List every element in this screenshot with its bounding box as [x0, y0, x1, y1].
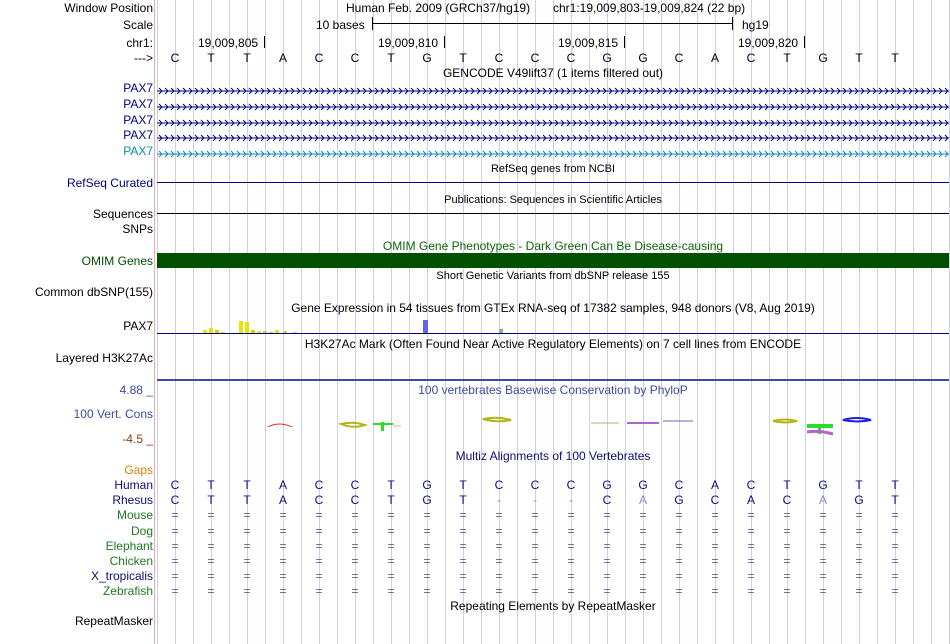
alignment-identity-mark: =: [891, 584, 899, 598]
alignment-identity-mark: =: [423, 539, 431, 553]
alignment-identity-mark: =: [171, 508, 179, 522]
phylop-logo-plot[interactable]: [157, 412, 949, 438]
omim-track-title[interactable]: OMIM Gene Phenotypes - Dark Green Can Be Disease-causing: [382, 239, 724, 253]
alignment-identity-mark: =: [387, 524, 395, 538]
alignment-identity-mark: =: [675, 539, 683, 553]
label-cons-min: -4.5 _: [122, 432, 153, 446]
alignment-identity-mark: =: [603, 508, 611, 522]
alignment-identity-mark: =: [711, 554, 719, 568]
label-species-rhesus[interactable]: Rhesus: [112, 493, 153, 507]
chevron-right-icon: [157, 103, 949, 111]
pax7-transcript-4[interactable]: [157, 134, 949, 136]
alignment-identity-mark: =: [423, 569, 431, 583]
pax7-transcript-1[interactable]: [157, 87, 949, 89]
alignment-identity-mark: =: [675, 554, 683, 568]
ruler-tick-label: 19,009,805: [198, 36, 259, 50]
alignment-identity-mark: =: [495, 524, 503, 538]
rhesus-base: A: [818, 493, 827, 507]
alignment-identity-mark: =: [819, 539, 827, 553]
alignment-identity-mark: =: [891, 554, 899, 568]
assembly-title: Human Feb. 2009 (GRCh37/hg19): [346, 1, 531, 15]
scale-bar: [372, 23, 733, 24]
alignment-identity-mark: =: [279, 554, 287, 568]
alignment-identity-mark: =: [315, 569, 323, 583]
rhesus-base: -: [533, 493, 537, 507]
position-range: chr1:19,009,803-19,009,824 (22 bp): [553, 1, 746, 15]
human-base: C: [746, 478, 756, 492]
alignment-identity-mark: =: [783, 539, 791, 553]
human-base: C: [170, 478, 180, 492]
alignment-identity-mark: =: [495, 584, 503, 598]
label-pax7-5[interactable]: PAX7: [123, 144, 153, 158]
alignment-identity-mark: =: [351, 524, 359, 538]
alignment-identity-mark: =: [243, 508, 251, 522]
human-base: T: [459, 478, 467, 492]
alignment-identity-mark: =: [567, 584, 575, 598]
alignment-identity-mark: =: [747, 584, 755, 598]
base-letter: G: [602, 51, 612, 65]
alignment-identity-mark: =: [171, 584, 179, 598]
rhesus-base: C: [782, 493, 792, 507]
ruler-tick: [804, 36, 805, 48]
alignment-identity-mark: =: [315, 524, 323, 538]
alignment-identity-mark: =: [891, 508, 899, 522]
alignment-identity-mark: =: [639, 584, 647, 598]
rhesus-base: -: [497, 493, 501, 507]
alignment-identity-mark: =: [351, 569, 359, 583]
alignment-identity-mark: =: [855, 539, 863, 553]
phylop-track-title[interactable]: 100 vertebrates Basewise Conservation by PhyloP: [418, 383, 688, 397]
alignment-identity-mark: =: [855, 524, 863, 538]
alignment-identity-mark: =: [279, 539, 287, 553]
alignment-identity-mark: =: [171, 569, 179, 583]
alignment-identity-mark: =: [783, 508, 791, 522]
alignment-identity-mark: =: [603, 554, 611, 568]
rhesus-base: T: [891, 493, 899, 507]
ruler-tick-label: 19,009,820: [738, 36, 799, 50]
label-pax7-4[interactable]: PAX7: [123, 128, 153, 142]
omim-gene-bar[interactable]: [157, 253, 949, 268]
alignment-identity-mark: =: [243, 539, 251, 553]
base-letter: C: [746, 51, 756, 65]
alignment-identity-mark: =: [423, 524, 431, 538]
alignment-identity-mark: =: [207, 508, 215, 522]
alignment-identity-mark: =: [459, 584, 467, 598]
ruler-tick-label: 19,009,810: [378, 36, 439, 50]
repeatmasker-track-title[interactable]: Repeating Elements by RepeatMasker: [450, 599, 656, 613]
alignment-identity-mark: =: [495, 508, 503, 522]
label-window-position: Window Position: [64, 1, 153, 15]
alignment-identity-mark: =: [783, 524, 791, 538]
rhesus-base: T: [207, 493, 215, 507]
alignment-identity-mark: =: [639, 524, 647, 538]
alignment-identity-mark: =: [387, 554, 395, 568]
alignment-identity-mark: =: [387, 539, 395, 553]
alignment-identity-mark: =: [495, 569, 503, 583]
base-letter: T: [783, 51, 791, 65]
chevron-right-icon: [157, 87, 949, 95]
label-pax7-3[interactable]: PAX7: [123, 113, 153, 127]
label-species-elephant[interactable]: Elephant: [105, 539, 153, 553]
alignment-identity-mark: =: [747, 539, 755, 553]
alignment-identity-mark: =: [531, 524, 539, 538]
chevron-right-icon: [157, 119, 949, 127]
gtex-expression-bars[interactable]: [157, 318, 949, 334]
label-refseq-curated[interactable]: RefSeq Curated: [66, 176, 153, 190]
pax7-transcript-5[interactable]: [157, 150, 949, 152]
alignment-identity-mark: =: [243, 584, 251, 598]
human-base: A: [278, 478, 287, 492]
base-letter: T: [891, 51, 899, 65]
rhesus-base: C: [170, 493, 180, 507]
base-letter: A: [278, 51, 287, 65]
label-gaps[interactable]: Gaps: [124, 463, 153, 477]
label-chr: chr1:: [126, 36, 153, 50]
alignment-identity-mark: =: [747, 508, 755, 522]
label-species-human[interactable]: Human: [114, 478, 153, 492]
alignment-identity-mark: =: [279, 584, 287, 598]
base-letter: C: [314, 51, 324, 65]
alignment-identity-mark: =: [495, 554, 503, 568]
label-100-vert-cons[interactable]: 100 Vert. Cons: [73, 407, 153, 421]
rhesus-base: C: [710, 493, 720, 507]
multiz-track-title[interactable]: Multiz Alignments of 100 Vertebrates: [455, 449, 651, 463]
base-letter: C: [530, 51, 540, 65]
alignment-identity-mark: =: [783, 569, 791, 583]
alignment-identity-mark: =: [351, 508, 359, 522]
alignment-identity-mark: =: [639, 508, 647, 522]
rhesus-base: T: [243, 493, 251, 507]
alignment-identity-mark: =: [207, 569, 215, 583]
label-repeatmasker[interactable]: RepeatMasker: [74, 614, 153, 628]
base-letter: T: [855, 51, 863, 65]
label-cons-max: 4.88 _: [119, 383, 153, 397]
alignment-identity-mark: =: [711, 539, 719, 553]
ruler-tick: [624, 36, 625, 48]
base-letter: T: [243, 51, 251, 65]
alignment-identity-mark: =: [243, 524, 251, 538]
label-gtex-pax7[interactable]: PAX7: [123, 319, 153, 333]
alignment-identity-mark: =: [387, 569, 395, 583]
alignment-identity-mark: =: [387, 584, 395, 598]
chevron-right-icon: [157, 150, 949, 158]
label-species-chicken[interactable]: Chicken: [109, 554, 153, 568]
rhesus-base: A: [746, 493, 755, 507]
alignment-identity-mark: =: [207, 524, 215, 538]
alignment-identity-mark: =: [387, 508, 395, 522]
alignment-identity-mark: =: [639, 554, 647, 568]
h3k27ac-signal-baseline[interactable]: [157, 379, 949, 381]
alignment-identity-mark: =: [891, 569, 899, 583]
human-base: T: [891, 478, 899, 492]
pax7-transcript-3[interactable]: [157, 119, 949, 121]
alignment-identity-mark: =: [747, 524, 755, 538]
alignment-identity-mark: =: [675, 569, 683, 583]
label-snps[interactable]: SNPs: [122, 222, 153, 236]
alignment-identity-mark: =: [423, 508, 431, 522]
label-species-x-tropicalis[interactable]: X_tropicalis: [90, 569, 153, 583]
rhesus-base: G: [854, 493, 864, 507]
rhesus-base: T: [459, 493, 467, 507]
alignment-identity-mark: =: [171, 539, 179, 553]
alignment-identity-mark: =: [711, 569, 719, 583]
rhesus-base: T: [387, 493, 395, 507]
base-letter: C: [170, 51, 180, 65]
h3k27ac-track-title[interactable]: H3K27Ac Mark (Often Found Near Active Regulatory Elements) on 7 cell lines from ENCODE: [304, 337, 802, 351]
alignment-identity-mark: =: [459, 524, 467, 538]
label-pax7-2[interactable]: PAX7: [123, 97, 153, 111]
alignment-identity-mark: =: [531, 539, 539, 553]
label-common-dbsnp[interactable]: Common dbSNP(155): [34, 285, 153, 299]
alignment-identity-mark: =: [711, 584, 719, 598]
label-pax7-1[interactable]: PAX7: [123, 81, 153, 95]
label-species-mouse[interactable]: Mouse: [116, 508, 153, 522]
alignment-identity-mark: =: [531, 508, 539, 522]
rhesus-base: C: [350, 493, 360, 507]
rhesus-base: A: [638, 493, 647, 507]
human-base: G: [422, 478, 432, 492]
alignment-identity-mark: =: [459, 569, 467, 583]
alignment-identity-mark: =: [855, 584, 863, 598]
base-letter: G: [818, 51, 828, 65]
base-letter: A: [710, 51, 719, 65]
alignment-identity-mark: =: [315, 539, 323, 553]
alignment-identity-mark: =: [855, 569, 863, 583]
base-letter: C: [566, 51, 576, 65]
alignment-identity-mark: =: [891, 539, 899, 553]
label-sequences[interactable]: Sequences: [92, 207, 153, 221]
rhesus-base: A: [278, 493, 287, 507]
alignment-identity-mark: =: [459, 539, 467, 553]
dbsnp-track-title[interactable]: Short Genetic Variants from dbSNP release 155: [436, 270, 670, 282]
alignment-identity-mark: =: [603, 584, 611, 598]
rhesus-base: -: [569, 493, 573, 507]
alignment-identity-mark: =: [243, 554, 251, 568]
label-omim-genes[interactable]: OMIM Genes: [81, 254, 153, 268]
human-base: A: [710, 478, 719, 492]
human-base: T: [855, 478, 863, 492]
alignment-identity-mark: =: [711, 524, 719, 538]
alignment-identity-mark: =: [747, 569, 755, 583]
alignment-identity-mark: =: [711, 508, 719, 522]
rhesus-base: C: [314, 493, 324, 507]
alignment-identity-mark: =: [603, 569, 611, 583]
alignment-identity-mark: =: [567, 508, 575, 522]
human-base: G: [602, 478, 612, 492]
alignment-identity-mark: =: [279, 508, 287, 522]
alignment-identity-mark: =: [459, 508, 467, 522]
alignment-identity-mark: =: [675, 524, 683, 538]
human-base: C: [494, 478, 504, 492]
alignment-identity-mark: =: [567, 539, 575, 553]
alignment-identity-mark: =: [423, 584, 431, 598]
alignment-identity-mark: =: [207, 554, 215, 568]
base-letter: T: [459, 51, 467, 65]
scale-bar-right-cap: [732, 17, 733, 30]
human-base: C: [530, 478, 540, 492]
refseq-gene-line[interactable]: [157, 182, 949, 183]
refseq-track-title[interactable]: RefSeq genes from NCBI: [490, 163, 616, 175]
alignment-identity-mark: =: [819, 554, 827, 568]
alignment-identity-mark: =: [819, 508, 827, 522]
ruler-tick: [264, 36, 265, 48]
alignment-identity-mark: =: [531, 554, 539, 568]
alignment-identity-mark: =: [783, 584, 791, 598]
rhesus-base: G: [674, 493, 684, 507]
alignment-identity-mark: =: [423, 554, 431, 568]
alignment-identity-mark: =: [891, 524, 899, 538]
alignment-identity-mark: =: [171, 524, 179, 538]
alignment-identity-mark: =: [603, 524, 611, 538]
alignment-identity-mark: =: [171, 554, 179, 568]
alignment-identity-mark: =: [495, 539, 503, 553]
alignment-identity-mark: =: [567, 554, 575, 568]
human-base: T: [783, 478, 791, 492]
alignment-identity-mark: =: [747, 554, 755, 568]
gencode-track-title[interactable]: GENCODE V49lift37 (1 items filtered out): [442, 66, 664, 80]
base-letter: C: [494, 51, 504, 65]
alignment-identity-mark: =: [315, 554, 323, 568]
sequences-line[interactable]: [157, 213, 949, 214]
human-base: T: [387, 478, 395, 492]
human-base: G: [818, 478, 828, 492]
base-letter: G: [422, 51, 432, 65]
rhesus-base: C: [602, 493, 612, 507]
alignment-identity-mark: =: [459, 554, 467, 568]
label-strand-arrow: --->: [134, 51, 153, 65]
label-column-border: [154, 0, 155, 644]
ruler-tick: [444, 36, 445, 48]
alignment-identity-mark: =: [315, 508, 323, 522]
label-scale: Scale: [122, 18, 153, 32]
alignment-identity-mark: =: [639, 569, 647, 583]
publications-track-title[interactable]: Publications: Sequences in Scientific Articles: [444, 194, 662, 206]
alignment-identity-mark: =: [675, 508, 683, 522]
scale-label: 10 bases: [316, 18, 365, 32]
alignment-identity-mark: =: [243, 569, 251, 583]
human-base: C: [314, 478, 324, 492]
alignment-identity-mark: =: [567, 569, 575, 583]
alignment-identity-mark: =: [279, 569, 287, 583]
human-base: T: [243, 478, 251, 492]
human-base: C: [566, 478, 576, 492]
human-base: C: [674, 478, 684, 492]
alignment-identity-mark: =: [603, 539, 611, 553]
alignment-identity-mark: =: [675, 584, 683, 598]
alignment-identity-mark: =: [207, 539, 215, 553]
alignment-identity-mark: =: [819, 569, 827, 583]
chevron-right-icon: [157, 134, 949, 142]
alignment-identity-mark: =: [783, 554, 791, 568]
alignment-identity-mark: =: [639, 539, 647, 553]
alignment-identity-mark: =: [855, 554, 863, 568]
base-letter: C: [674, 51, 684, 65]
ruler-tick-label: 19,009,815: [558, 36, 619, 50]
label-layered-h3k27ac[interactable]: Layered H3K27Ac: [55, 351, 153, 365]
alignment-identity-mark: =: [351, 554, 359, 568]
alignment-identity-mark: =: [855, 508, 863, 522]
alignment-identity-mark: =: [351, 539, 359, 553]
base-letter: T: [387, 51, 395, 65]
base-letter: T: [207, 51, 215, 65]
alignment-identity-mark: =: [819, 584, 827, 598]
label-species-dog[interactable]: Dog: [130, 524, 153, 538]
scale-db: hg19: [742, 18, 769, 32]
human-base: T: [207, 478, 215, 492]
rhesus-base: G: [422, 493, 432, 507]
alignment-identity-mark: =: [315, 584, 323, 598]
label-species-zebrafish[interactable]: Zebrafish: [102, 584, 153, 598]
human-base: G: [638, 478, 648, 492]
alignment-identity-mark: =: [207, 584, 215, 598]
alignment-identity-mark: =: [531, 569, 539, 583]
alignment-identity-mark: =: [351, 584, 359, 598]
base-letter: G: [638, 51, 648, 65]
human-base: C: [350, 478, 360, 492]
alignment-identity-mark: =: [819, 524, 827, 538]
alignment-identity-mark: =: [567, 524, 575, 538]
alignment-identity-mark: =: [279, 524, 287, 538]
gtex-track-title[interactable]: Gene Expression in 54 tissues from GTEx RNA-seq of 17382 samples, 948 donors (V8, Aug 2019): [291, 301, 815, 315]
base-letter: C: [350, 51, 360, 65]
pax7-transcript-2[interactable]: [157, 103, 949, 105]
alignment-identity-mark: =: [531, 584, 539, 598]
